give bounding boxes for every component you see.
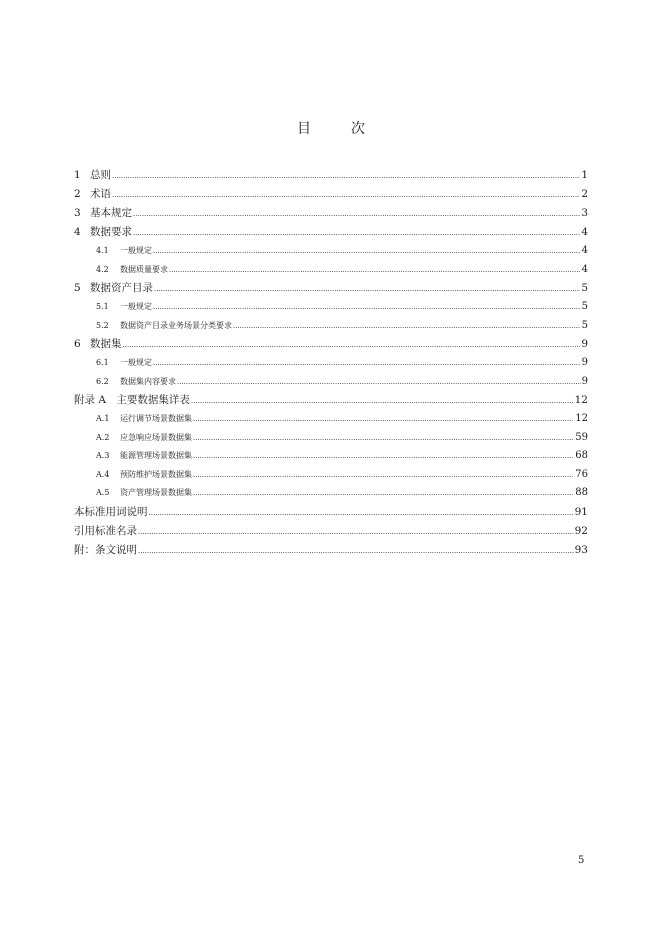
toc-entry-number: 4.2 (96, 264, 109, 274)
toc-entry-page: 9 (581, 375, 588, 387)
toc-leader-dots (193, 447, 574, 466)
toc-leader-dots (133, 224, 580, 243)
toc-entry-page: 76 (575, 468, 588, 480)
toc-leader-dots (154, 280, 580, 299)
toc-entry-number: A.5 (96, 488, 110, 497)
page-title-part-2: 次 (351, 121, 365, 137)
toc-leader-dots (153, 242, 581, 261)
toc-entry-page: 92 (574, 524, 588, 537)
toc-entry-page: 12 (575, 413, 588, 424)
toc-entry[interactable] (74, 223, 588, 242)
toc-entry-title: 本标准用词说明 (74, 505, 148, 518)
toc-entry-page: 88 (575, 487, 588, 498)
toc-entry-page: 9 (581, 338, 588, 350)
toc-entry-title: 一般规定 (120, 358, 152, 367)
toc-leader-dots (112, 167, 580, 186)
toc-leader-dots (112, 186, 580, 205)
toc-entry-number: 4.1 (96, 246, 109, 255)
toc-entry-title: 数据集 (90, 338, 122, 350)
toc-entry[interactable] (74, 242, 588, 261)
toc-entry-number: 5 (74, 282, 81, 294)
toc-entry-page: 5 (581, 282, 588, 294)
toc-entry[interactable] (74, 204, 588, 223)
page-title (0, 118, 662, 138)
toc-entry-page: 5 (581, 301, 588, 312)
toc-entry-page: 5 (581, 319, 588, 331)
toc-entry-title: 引用标准名录 (74, 524, 137, 537)
toc-entry-title: 附录 A 主要数据集详表 (74, 394, 190, 406)
toc-entry-number: A.1 (96, 414, 110, 423)
toc-entry-number: A.2 (96, 432, 110, 442)
page-number: 5 (578, 855, 585, 866)
toc-entry-page: 91 (574, 505, 588, 518)
toc-entry[interactable] (74, 541, 588, 560)
toc-leader-dots (169, 261, 581, 280)
toc-entry-title: 一般规定 (120, 246, 152, 255)
toc-entry-title: 数据集内容要求 (120, 376, 176, 386)
toc-entry[interactable] (74, 166, 588, 185)
toc-leader-dots (138, 542, 574, 561)
toc-entry[interactable] (74, 185, 588, 204)
toc-entry-title: 数据资产目录 (90, 282, 153, 294)
toc-leader-dots (193, 466, 574, 485)
toc-entry-title: 预防维护场景数据集 (120, 469, 192, 479)
toc-entry-page: 4 (581, 226, 588, 238)
toc-entry-title: 总则 (90, 169, 111, 181)
toc-entry-page: 93 (574, 543, 588, 556)
toc-leader-dots (138, 523, 574, 542)
page-title-part-1: 目 (297, 121, 311, 137)
toc-entry-number: 2 (74, 188, 81, 200)
toc-entry[interactable] (74, 391, 588, 410)
toc-entry-number: 4 (74, 226, 81, 238)
toc-entry-number: 1 (74, 169, 81, 181)
toc-entry-title: 数据质量要求 (120, 264, 168, 274)
toc-entry[interactable] (74, 503, 588, 522)
toc-entry[interactable] (74, 279, 588, 298)
toc-entry-page: 12 (574, 394, 588, 406)
toc-entry-page: 1 (581, 169, 588, 181)
toc-leader-dots (123, 336, 581, 355)
toc-entry[interactable] (74, 261, 588, 280)
toc-entry-title: 能源管理场景数据集 (120, 451, 192, 460)
toc-entry[interactable] (74, 447, 588, 466)
toc-entry-title: 运行调节场景数据集 (120, 414, 192, 423)
toc-leader-dots (233, 317, 581, 336)
toc-entry-number: A.4 (96, 469, 110, 479)
toc-entry[interactable] (74, 298, 588, 317)
toc-leader-dots (191, 392, 574, 411)
toc-entry-number: 6 (74, 338, 81, 350)
toc-entry-title: 资产管理场景数据集 (120, 488, 192, 497)
toc-entry[interactable] (74, 466, 588, 485)
toc-entry-number: 6.1 (96, 358, 109, 367)
toc-entry[interactable] (74, 373, 588, 392)
toc-entry-number: 5.2 (96, 320, 109, 330)
toc-entry-title: 术语 (90, 188, 111, 200)
toc-entry-page: 4 (581, 245, 588, 256)
toc-entry[interactable] (74, 429, 588, 448)
toc-entry-page: 9 (581, 357, 588, 368)
table-of-contents (74, 166, 588, 560)
toc-entry-title: 附：条文说明 (74, 543, 137, 556)
toc-entry[interactable] (74, 317, 588, 336)
toc-entry-page: 59 (575, 431, 588, 443)
toc-entry[interactable] (74, 335, 588, 354)
toc-leader-dots (177, 373, 581, 392)
toc-entry-title: 一般规定 (120, 302, 152, 311)
toc-entry[interactable] (74, 484, 588, 503)
toc-entry-number: 5.1 (96, 302, 109, 311)
toc-leader-dots (153, 298, 581, 317)
toc-entry-page: 4 (581, 263, 588, 275)
toc-entry-title: 应急响应场景数据集 (120, 432, 192, 442)
toc-leader-dots (133, 205, 580, 224)
toc-entry-page: 68 (575, 450, 588, 461)
toc-leader-dots (149, 504, 574, 523)
toc-entry-number: A.3 (96, 451, 110, 460)
toc-leader-dots (153, 354, 581, 373)
toc-entry-title: 数据要求 (90, 226, 132, 238)
toc-leader-dots (193, 484, 574, 503)
toc-entry[interactable] (74, 410, 588, 429)
toc-entry-title: 基本规定 (90, 207, 132, 219)
toc-entry[interactable] (74, 522, 588, 541)
toc-entry-title: 数据资产目录业务场景分类要求 (120, 320, 232, 330)
toc-leader-dots (193, 410, 574, 429)
toc-leader-dots (193, 429, 574, 448)
toc-entry-page: 2 (581, 188, 588, 200)
toc-entry-number: 3 (74, 207, 81, 219)
toc-entry[interactable] (74, 354, 588, 373)
toc-entry-number: 6.2 (96, 376, 109, 386)
toc-entry-page: 3 (581, 207, 588, 219)
